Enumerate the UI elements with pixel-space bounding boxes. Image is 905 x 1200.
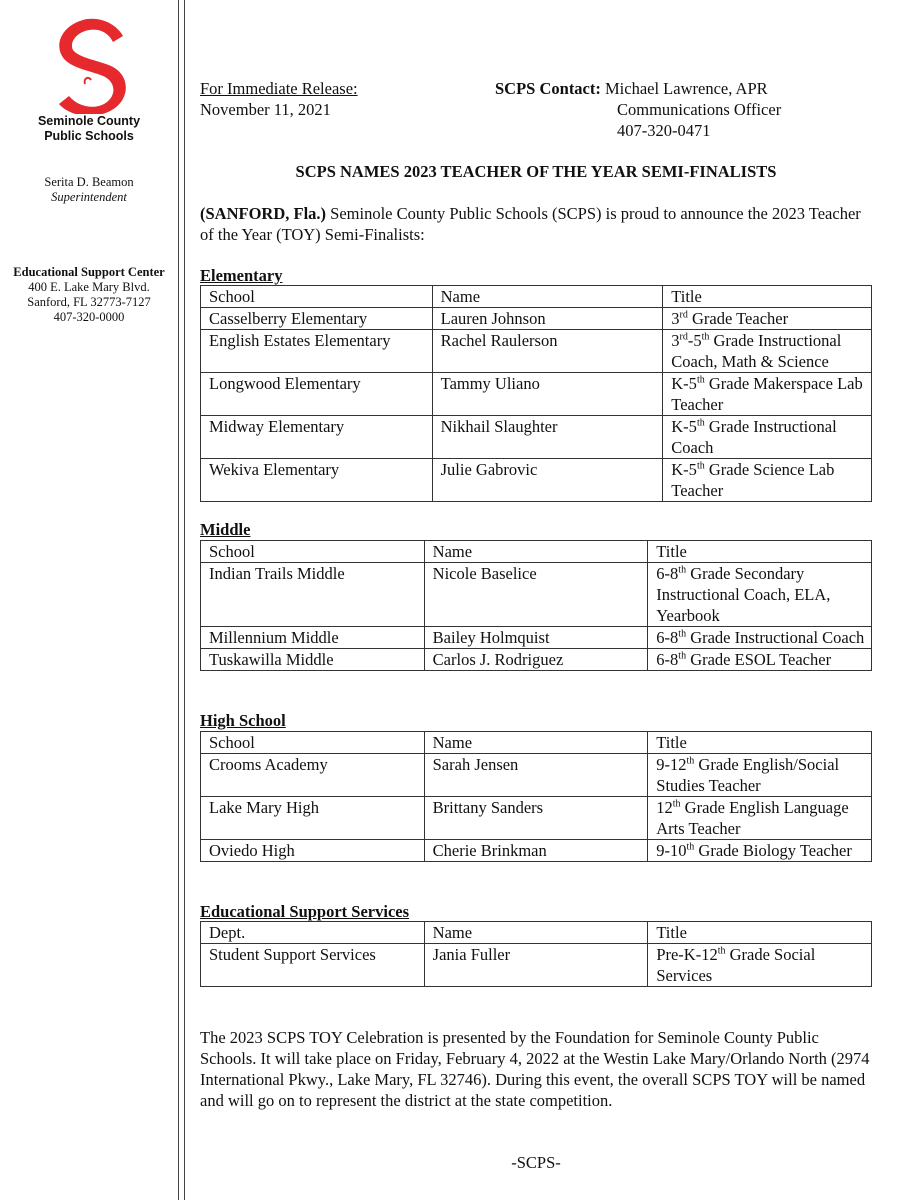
- cell-name: Nikhail Slaughter: [432, 416, 663, 459]
- cell-school: Millennium Middle: [201, 627, 425, 649]
- dateline: (SANFORD, Fla.): [200, 204, 327, 223]
- header-dept: Dept.: [201, 922, 425, 944]
- cell-school: English Estates Elementary: [201, 330, 433, 373]
- cell-title: 3rd Grade Teacher: [663, 308, 872, 330]
- cell-name: Bailey Holmquist: [424, 627, 648, 649]
- office-address-block: [0, 265, 178, 325]
- table-row: [201, 563, 872, 627]
- table-middle: [200, 540, 872, 671]
- cell-title: 12th Grade English Language Arts Teacher: [648, 797, 872, 840]
- cell-school: Tuskawilla Middle: [201, 649, 425, 671]
- closing-paragraph: The 2023 SCPS TOY Celebration is presented by the Foundation for Seminole County Public Schools. It will take place on Friday, February 4, 2022 at the Westin Lake Mary/Orlando North (2974 International Pkwy., Lake Mary, FL 32746). During this event, the overall SCPS TOY will be named and will go on to represent the district at the state competition.: [200, 1028, 870, 1110]
- table-header-row: [201, 922, 872, 944]
- org-name-line1: Seminole County: [37, 114, 141, 128]
- intro-text: Seminole County Public Schools (SCPS) is proud to announce the 2023 Teacher of the Year (TOY) Semi-Finalists:: [200, 204, 861, 244]
- cell-title: 3rd-5th Grade Instructional Coach, Math & Science: [663, 330, 872, 373]
- sidebar-divider-inner: [184, 0, 185, 1200]
- table-header-row: [201, 732, 872, 754]
- header-school: School: [201, 286, 433, 308]
- table-row: [201, 459, 872, 502]
- cell-title: K-5th Grade Science Lab Teacher: [663, 459, 872, 502]
- header-title: Title: [663, 286, 872, 308]
- intro-paragraph: [200, 203, 872, 245]
- cell-name: Rachel Raulerson: [432, 330, 663, 373]
- cell-name: Lauren Johnson: [432, 308, 663, 330]
- table-elementary: [200, 285, 872, 502]
- header-name: Name: [424, 732, 648, 754]
- header-title: Title: [648, 732, 872, 754]
- cell-school: Crooms Academy: [201, 754, 425, 797]
- cell-title: 9-12th Grade English/Social Studies Teacher: [648, 754, 872, 797]
- cell-school: Midway Elementary: [201, 416, 433, 459]
- table-row: [201, 308, 872, 330]
- cell-name: Carlos J. Rodriguez: [424, 649, 648, 671]
- end-mark: -SCPS-: [511, 1153, 561, 1172]
- superintendent-block: [0, 175, 178, 205]
- org-name-line2: Public Schools: [44, 129, 134, 143]
- sidebar-divider: [178, 0, 179, 1200]
- cell-name: Julie Gabrovic: [432, 459, 663, 502]
- header-school: School: [201, 732, 425, 754]
- table-row: [201, 373, 872, 416]
- cell-title: Pre-K-12th Grade Social Services: [648, 944, 872, 987]
- office-phone: 407-320-0000: [53, 310, 125, 324]
- cell-title: 6-8th Grade Instructional Coach: [648, 627, 872, 649]
- contact-name: Michael Lawrence, APR: [605, 79, 768, 98]
- header-name: Name: [424, 541, 648, 563]
- header-school: School: [201, 541, 425, 563]
- cell-school: Lake Mary High: [201, 797, 425, 840]
- org-name: [0, 114, 178, 144]
- section-title-elementary: Elementary: [200, 266, 283, 285]
- office-name: Educational Support Center: [13, 265, 165, 279]
- table-row: [201, 754, 872, 797]
- header-name: Name: [432, 286, 663, 308]
- table-row: [201, 330, 872, 373]
- cell-name: Sarah Jensen: [424, 754, 648, 797]
- cell-school: Wekiva Elementary: [201, 459, 433, 502]
- cell-name: Tammy Uliano: [432, 373, 663, 416]
- cell-title: 6-8th Grade ESOL Teacher: [648, 649, 872, 671]
- address-line2: Sanford, FL 32773-7127: [27, 295, 151, 309]
- table-row: [201, 627, 872, 649]
- section-title-middle: Middle: [200, 520, 251, 539]
- cell-dept: Student Support Services: [201, 944, 425, 987]
- release-date: November 11, 2021: [200, 100, 331, 119]
- letterhead-sidebar: [0, 0, 178, 1200]
- contact-label: SCPS Contact:: [495, 79, 601, 98]
- cell-title: K-5th Grade Instructional Coach: [663, 416, 872, 459]
- table-row: [201, 649, 872, 671]
- release-label: For Immediate Release:: [200, 79, 358, 98]
- table-high-school: [200, 731, 872, 862]
- table-row: [201, 944, 872, 987]
- table-row: [201, 840, 872, 862]
- header-title: Title: [648, 541, 872, 563]
- contact-info: [495, 78, 781, 141]
- cell-school: Oviedo High: [201, 840, 425, 862]
- table-header-row: [201, 286, 872, 308]
- cell-school: Longwood Elementary: [201, 373, 433, 416]
- table-row: [201, 797, 872, 840]
- header-title: Title: [648, 922, 872, 944]
- cell-name: Cherie Brinkman: [424, 840, 648, 862]
- contact-title: Communications Officer: [617, 100, 782, 119]
- table-support-services: [200, 921, 872, 987]
- section-title-support-services: Educational Support Services: [200, 902, 410, 921]
- scps-logo-icon: [45, 14, 135, 114]
- cell-school: Indian Trails Middle: [201, 563, 425, 627]
- superintendent-name: Serita D. Beamon: [44, 175, 134, 189]
- release-info: [200, 78, 358, 120]
- table-header-row: [201, 541, 872, 563]
- contact-phone: 407-320-0471: [617, 121, 711, 140]
- cell-name: Nicole Baselice: [424, 563, 648, 627]
- cell-school: Casselberry Elementary: [201, 308, 433, 330]
- table-row: [201, 416, 872, 459]
- superintendent-title: Superintendent: [51, 190, 127, 204]
- cell-name: Jania Fuller: [424, 944, 648, 987]
- section-title-high-school: High School: [200, 711, 286, 730]
- cell-title: K-5th Grade Makerspace Lab Teacher: [663, 373, 872, 416]
- header-name: Name: [424, 922, 648, 944]
- headline: SCPS NAMES 2023 TEACHER OF THE YEAR SEMI-FINALISTS: [295, 162, 777, 181]
- cell-name: Brittany Sanders: [424, 797, 648, 840]
- cell-title: 6-8th Grade Secondary Instructional Coach, ELA, Yearbook: [648, 563, 872, 627]
- cell-title: 9-10th Grade Biology Teacher: [648, 840, 872, 862]
- address-line1: 400 E. Lake Mary Blvd.: [28, 280, 150, 294]
